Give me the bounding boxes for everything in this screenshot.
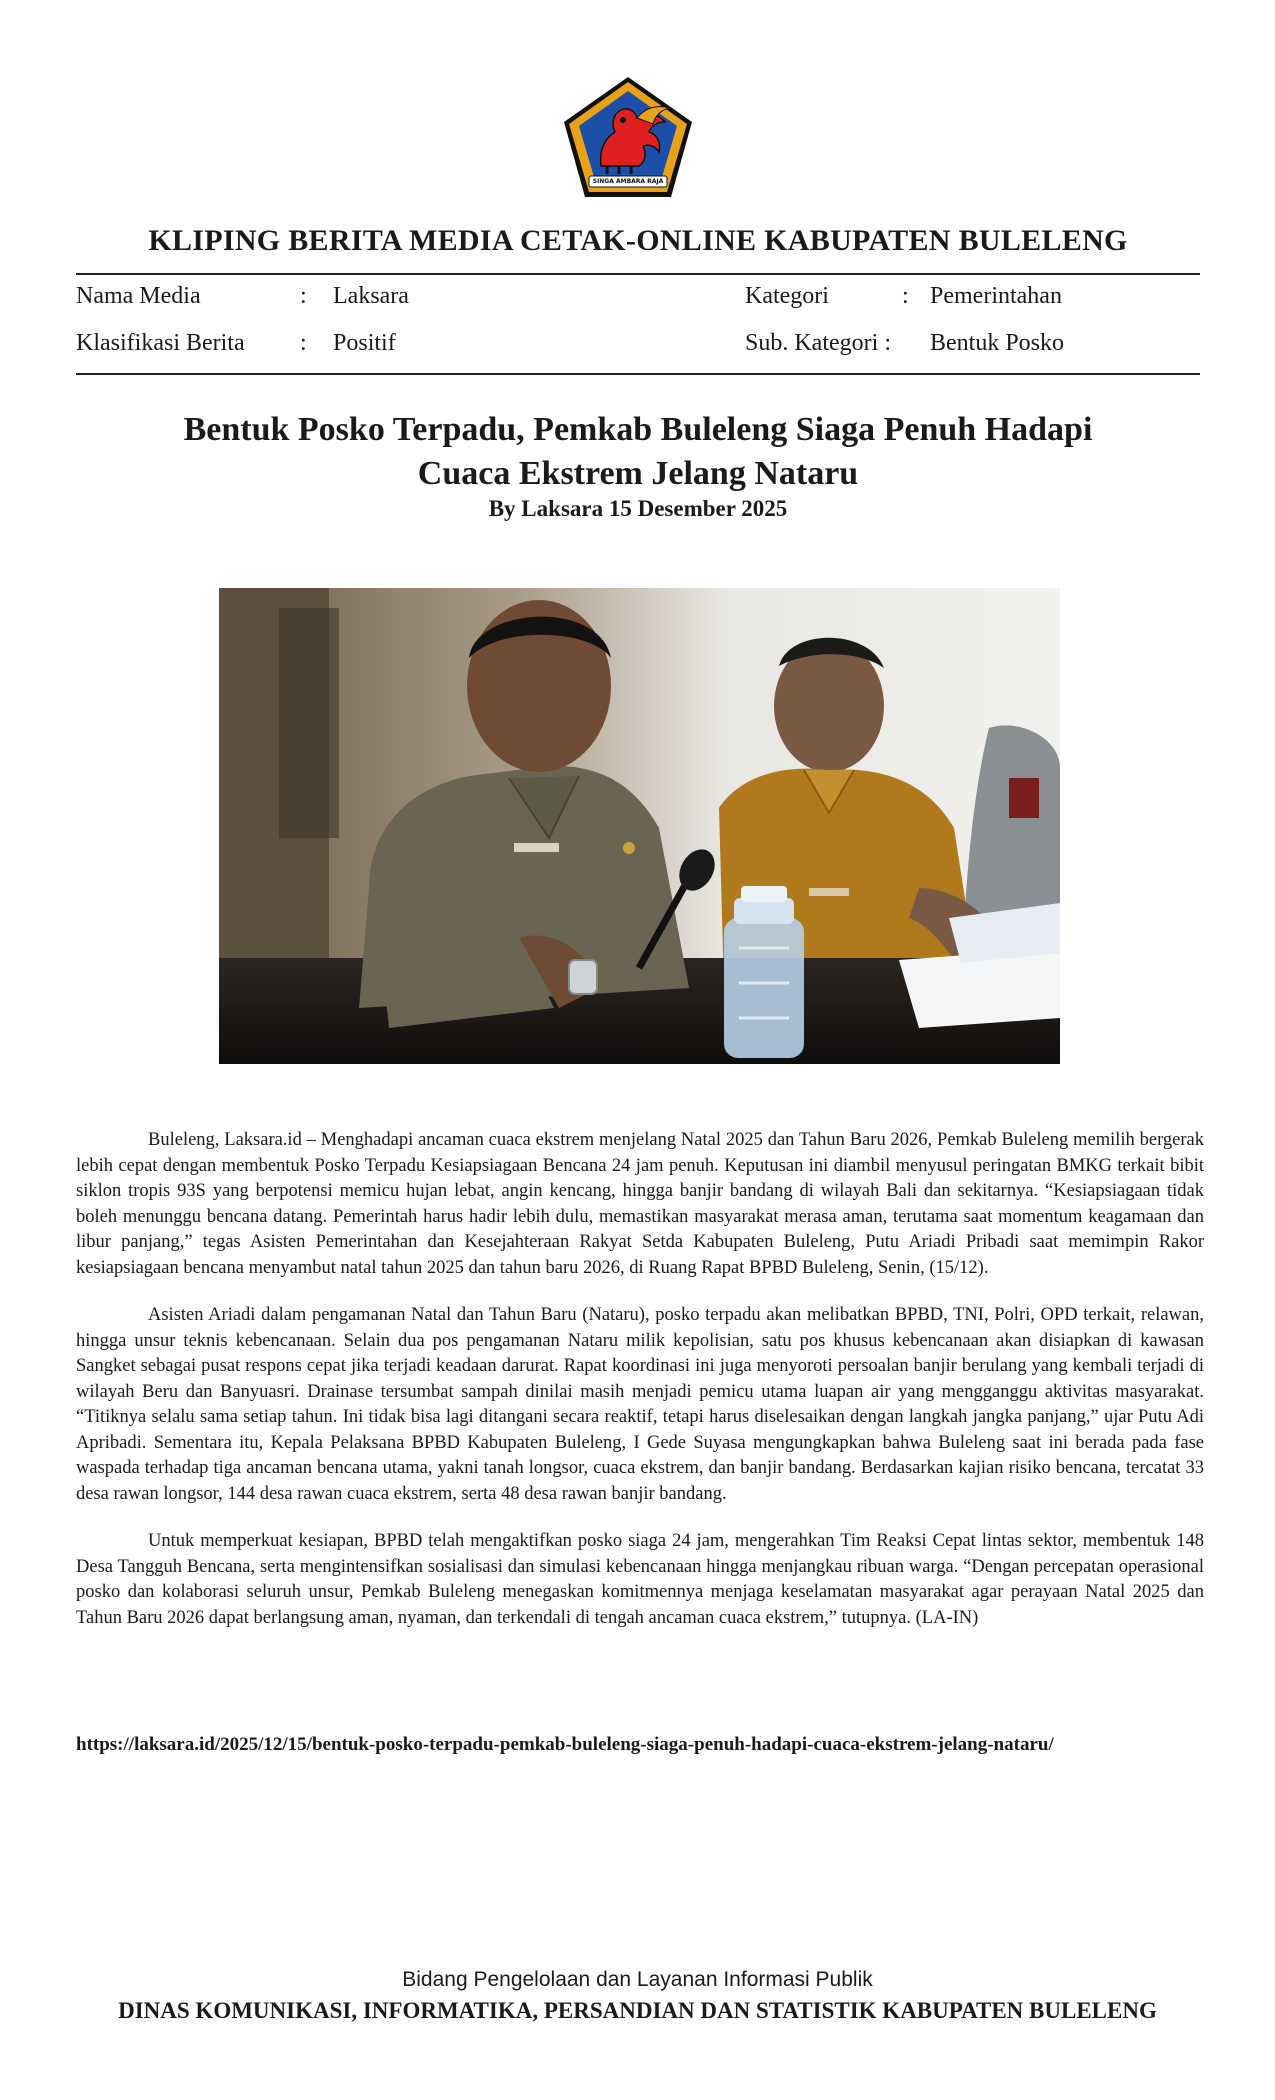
klasifikasi-value: Positif (333, 330, 396, 356)
header-bottom-rule (76, 373, 1200, 375)
article-byline: By Laksara 15 Desember 2025 (488, 496, 788, 521)
kategori-label: Kategori (745, 283, 829, 309)
klasifikasi-separator: : (300, 330, 307, 356)
header-top-rule (76, 273, 1200, 275)
article-photo (219, 588, 1060, 1064)
nama-media-label: Nama Media (76, 283, 201, 309)
klasifikasi-label: Klasifikasi Berita (76, 330, 245, 356)
buleleng-crest-logo (561, 74, 695, 200)
article-title-line-2: Cuaca Ekstrem Jelang Nataru (417, 455, 859, 492)
nama-media-value: Laksara (333, 283, 409, 309)
article-title-line-1: Bentuk Posko Terpadu, Pemkab Buleleng Siaga Penuh Hadapi (183, 411, 1093, 448)
article-paragraph-3: Untuk memperkuat kesiapan, BPBD telah mengaktifkan posko siaga 24 jam, mengerahkan Tim Reaksi Cepat lintas sektor, membentuk 148 Desa Tangguh Bencana, serta mengintensifkan sosialisasi dan simulasi kebencanaan hingga menjangkau ribuan warga. “Dengan percepatan operasional posko dan kolaborasi seluruh unsur, Pemkab Buleleng menegaskan komitmennya menjaga keselamatan masyarakat agar perayaan Natal 2025 dan Tahun Baru 2026 dapat berlangsung aman, nyaman, dan terkendali di tengah ancaman cuaca ekstrem,” tutupnya. (LA-IN) (76, 1531, 1204, 1628)
sub-kategori-value: Bentuk Posko (930, 330, 1065, 356)
footer-agency: DINAS KOMUNIKASI, INFORMATIKA, PERSANDIAN DAN STATISTIK KABUPATEN BULELENG (118, 1998, 1157, 2023)
article-title (76, 408, 1200, 496)
page-header-title: KLIPING BERITA MEDIA CETAK-ONLINE KABUPATEN BULELENG (148, 224, 1128, 257)
footer-department: Bidang Pengelolaan dan Layanan Informasi Publik (402, 1968, 873, 1991)
article-body (76, 1128, 1204, 1653)
article-paragraph-2: Asisten Ariadi dalam pengamanan Natal dan Tahun Baru (Nataru), posko terpadu akan melibatkan BPBD, TNI, Polri, OPD terkait, relawan, hingga unsur teknis kebencanaan. Selain dua pos pengamanan Nataru milik kepolisian, satu pos khusus kebencanaan akan disiapkan di kawasan Sangket sebagai pusat respons cepat jika terjadi keadaan darurat. Rapat koordinasi ini juga menyoroti persoalan banjir berulang yang kembali terjadi di wilayah Beru dan Banyuasri. Drainase tersumbat sampah dinilai masih menjadi pemicu utama luapan air yang mengganggu aktivitas masyarakat. “Titiknya selalu sama setiap tahun. Ini tidak bisa lagi ditangani secara reaktif, tetapi harus diselesaikan dengan langkah jangka panjang,” ujar Putu Adi Apribadi. Sementara itu, Kepala Pelaksana BPBD Kabupaten Buleleng, I Gede Suyasa mengungkapkan bahwa Buleleng saat ini berada pada fase waspada terhadap tiga ancaman bencana utama, yakni tanah longsor, cuaca ekstrem, dan banjir bandang. Berdasarkan kajian risiko bencana, tercatat 33 desa rawan longsor, 144 desa rawan cuaca ekstrem, serta 48 desa rawan banjir bandang. (76, 1305, 1204, 1504)
kategori-separator: : (902, 283, 909, 309)
source-url-link[interactable]: https://laksara.id/2025/12/15/bentuk-posko-terpadu-pemkab-buleleng-siaga-penuh-hadapi-cuaca-ekstrem-jelang-nataru/ (76, 1734, 1054, 1755)
nama-media-separator: : (300, 283, 307, 309)
crest-motto: SINGA AMBARA RAJA (592, 178, 664, 185)
kategori-value: Pemerintahan (930, 283, 1062, 309)
article-paragraph-1: Buleleng, Laksara.id – Menghadapi ancaman cuaca ekstrem menjelang Natal 2025 dan Tahun Baru 2026, Pemkab Buleleng memilih bergerak lebih cepat dengan membentuk Posko Terpadu Kesiapsiagaan Bencana 24 jam penuh. Keputusan ini diambil menyusul peringatan BMKG terkait bibit siklon tropis 93S yang berpotensi memicu hujan lebat, angin kencang, hingga banjir bandang di wilayah Bali dan sekitarnya. “Kesiapsiagaan tidak boleh menunggu bencana datang. Pemerintah harus hadir lebih dulu, memastikan masyarakat merasa aman, terutama saat momentum keagamaan dan libur panjang,” tegas Asisten Pemerintahan dan Kesejahteraan Rakyat Setda Kabupaten Buleleng, Putu Ariadi Pribadi saat memimpin Rakor kesiapsiagaan bencana menyambut natal tahun 2025 dan tahun baru 2026, di Ruang Rapat BPBD Buleleng, Senin, (15/12). (76, 1130, 1204, 1278)
sub-kategori-label: Sub. Kategori : (745, 330, 891, 356)
